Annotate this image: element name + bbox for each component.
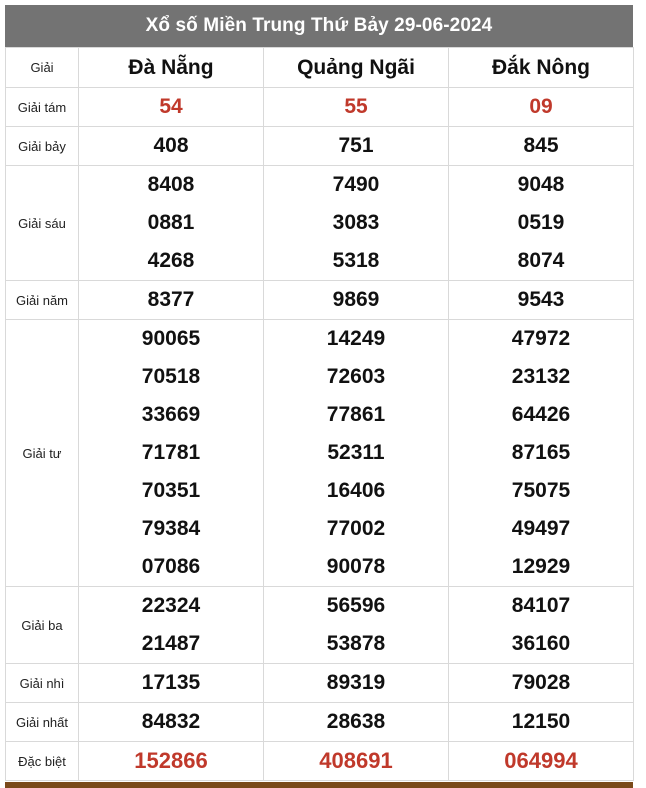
prize-number: 408 [153,134,189,157]
prize-row [6,127,634,166]
prize-cell-da-nang [79,281,264,320]
prize-number: 36160 [511,632,571,655]
prize-number: 33669 [141,403,201,426]
prize-cell-dak-nong [449,127,634,166]
prize-label: Giải tám [6,88,79,127]
prize-row [6,664,634,703]
prize-cell-da-nang [79,88,264,127]
prize-number: 16406 [326,479,386,502]
prize-number: 751 [338,134,374,157]
prize-cell-quang-ngai [264,88,449,127]
prize-cell-dak-nong [449,320,634,587]
prize-number: 54 [159,95,183,118]
prize-number: 23132 [511,365,571,388]
prize-label: Giải nhì [6,664,79,703]
prize-cell-dak-nong [449,281,634,320]
prize-cell-da-nang [79,742,264,781]
prize-number: 79028 [511,671,571,694]
prize-number: 53878 [326,632,386,655]
prize-row [6,88,634,127]
prize-number: 7490 [332,173,380,196]
results-table [5,47,634,781]
prize-cell-da-nang [79,166,264,281]
province-da-nang: Đà Nẵng [79,48,264,88]
prize-number: 87165 [511,441,571,464]
prize-number: 14249 [326,327,386,350]
prize-number: 90078 [326,555,386,578]
prize-number: 21487 [141,632,201,655]
prize-number: 77002 [326,517,386,540]
prize-number: 9869 [332,288,380,311]
prize-cell-quang-ngai [264,703,449,742]
header-label: Giải [6,48,79,88]
prize-number: 84832 [141,710,201,733]
prize-number: 408691 [319,748,393,773]
prize-number: 3083 [332,211,380,234]
prize-number: 64426 [511,403,571,426]
prize-label: Giải năm [6,281,79,320]
prize-number: 28638 [326,710,386,733]
prize-row [6,703,634,742]
prize-row [6,281,634,320]
prize-label: Đặc biệt [6,742,79,781]
prize-label: Giải tư [6,320,79,587]
prize-cell-quang-ngai [264,127,449,166]
prize-cell-dak-nong [449,664,634,703]
prize-number: 56596 [326,594,386,617]
prize-cell-quang-ngai [264,664,449,703]
prize-number: 8074 [517,249,565,272]
prize-row [6,742,634,781]
prize-number: 0519 [517,211,565,234]
prize-number: 22324 [141,594,201,617]
prize-number: 12929 [511,555,571,578]
prize-cell-da-nang [79,320,264,587]
prize-number: 70351 [141,479,201,502]
prize-label: Giải ba [6,587,79,664]
prize-number: 09 [529,95,553,118]
prize-number: 79384 [141,517,201,540]
prize-number: 70518 [141,365,201,388]
bottom-divider [5,782,633,788]
province-dak-nong: Đắk Nông [449,48,634,88]
prize-label: Giải sáu [6,166,79,281]
prize-row [6,320,634,587]
prize-number: 72603 [326,365,386,388]
prize-number: 47972 [511,327,571,350]
results-body [6,88,634,781]
prize-number: 845 [523,134,559,157]
prize-cell-quang-ngai [264,166,449,281]
prize-number: 9048 [517,173,565,196]
prize-number: 71781 [141,441,201,464]
prize-number: 75075 [511,479,571,502]
results-container [5,5,633,788]
page-title: Xổ số Miền Trung Thứ Bảy 29-06-2024 [5,5,633,47]
prize-cell-da-nang [79,127,264,166]
prize-number: 8408 [147,173,195,196]
prize-row [6,166,634,281]
prize-number: 0881 [147,211,195,234]
prize-cell-da-nang [79,664,264,703]
prize-number: 12150 [511,710,571,733]
prize-number: 17135 [141,671,201,694]
prize-row [6,587,634,664]
prize-number: 52311 [327,441,385,464]
prize-number: 5318 [332,249,380,272]
prize-number: 90065 [141,327,201,350]
prize-number: 49497 [511,517,571,540]
prize-label: Giải nhất [6,703,79,742]
prize-number: 064994 [504,748,578,773]
prize-cell-dak-nong [449,703,634,742]
prize-label: Giải bảy [6,127,79,166]
prize-cell-dak-nong [449,88,634,127]
prize-cell-quang-ngai [264,281,449,320]
prize-number: 84107 [511,594,571,617]
prize-cell-da-nang [79,587,264,664]
prize-number: 55 [344,95,368,118]
province-quang-ngai: Quảng Ngãi [264,48,449,88]
prize-number: 8377 [147,288,195,311]
prize-cell-dak-nong [449,587,634,664]
header-row [6,48,634,88]
prize-number: 77861 [326,403,386,426]
prize-cell-quang-ngai [264,587,449,664]
prize-cell-dak-nong [449,166,634,281]
prize-cell-dak-nong [449,742,634,781]
prize-number: 152866 [134,748,208,773]
prize-cell-da-nang [79,703,264,742]
prize-number: 07086 [141,555,201,578]
prize-cell-quang-ngai [264,742,449,781]
prize-number: 4268 [147,249,195,272]
prize-number: 9543 [517,288,565,311]
prize-cell-quang-ngai [264,320,449,587]
prize-number: 89319 [326,671,386,694]
